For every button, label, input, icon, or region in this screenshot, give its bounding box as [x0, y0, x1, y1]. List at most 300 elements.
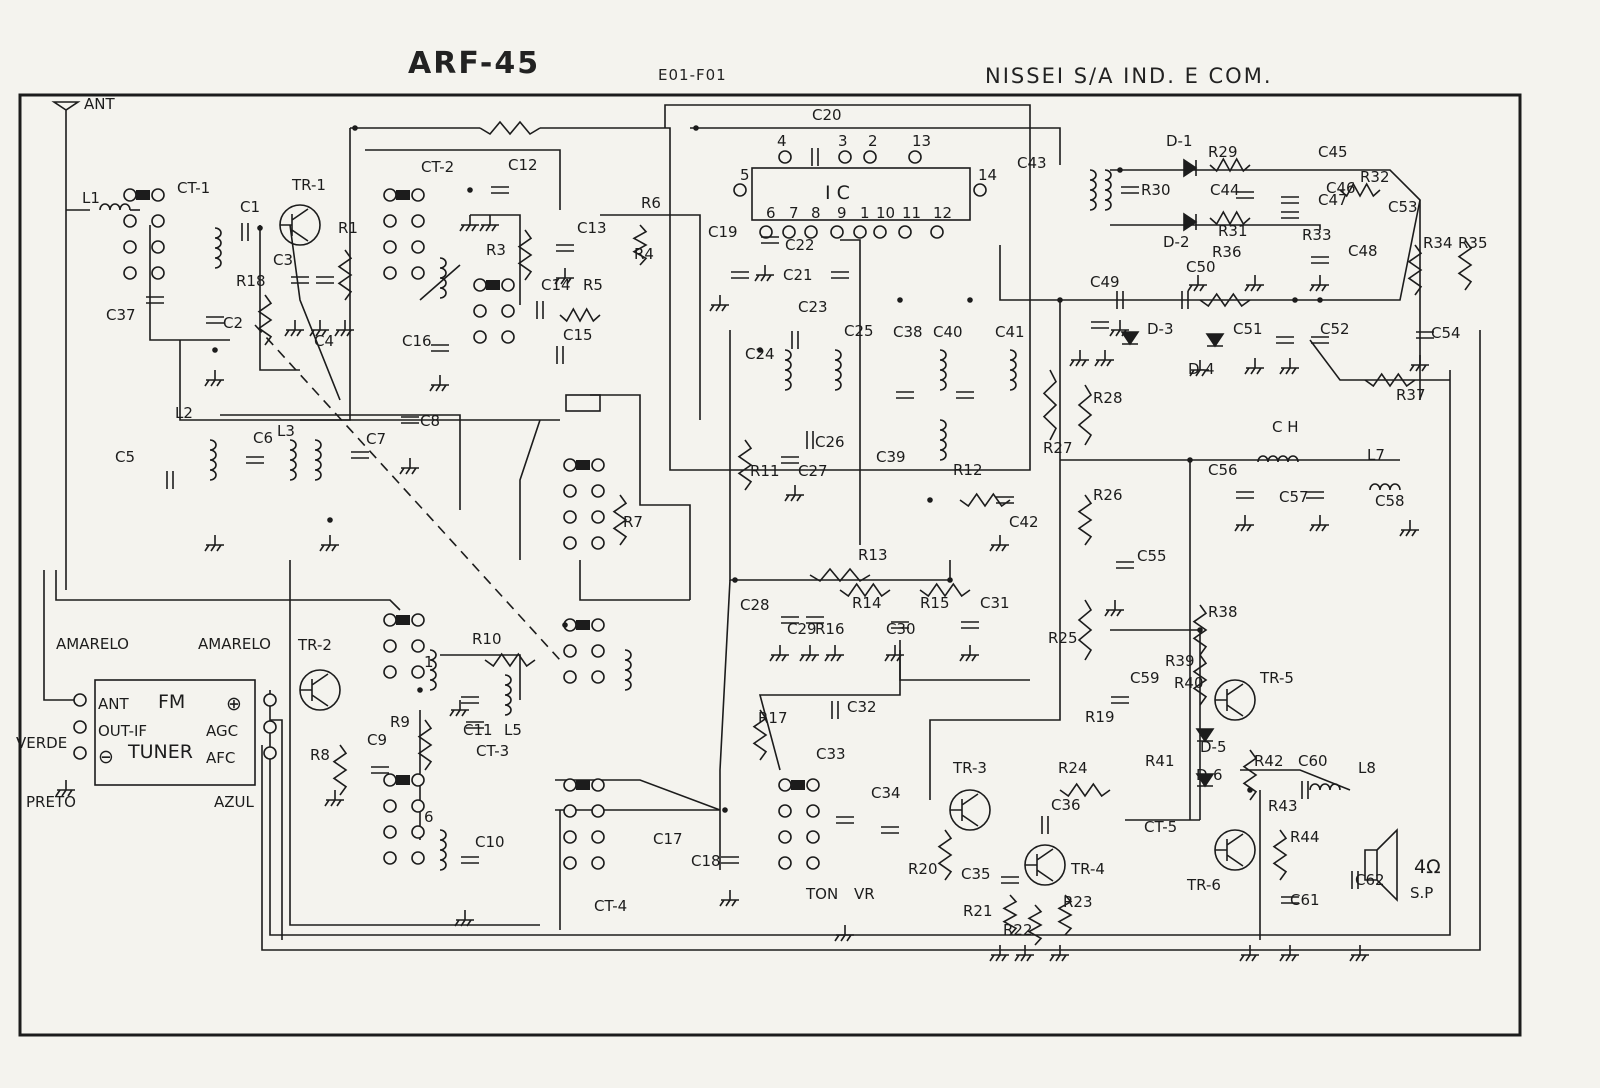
label-c23: C23 — [798, 298, 828, 316]
capacitor — [1091, 322, 1109, 328]
capacitor — [1306, 492, 1324, 498]
label-r36: R36 — [1212, 243, 1242, 261]
label-c10: C10 — [475, 833, 505, 851]
switch-contact — [412, 189, 424, 201]
switch-contact — [564, 671, 576, 683]
switch-contact — [564, 459, 576, 471]
label-r29: R29 — [1208, 143, 1238, 161]
label-r11: R11 — [750, 462, 780, 480]
ground-symbol — [1095, 350, 1114, 366]
label-c56: C56 — [1208, 461, 1238, 479]
label-r8: R8 — [310, 746, 330, 764]
switch-contact — [564, 779, 576, 791]
label-c45: C45 — [1318, 143, 1348, 161]
label-d-4: D-4 — [1188, 360, 1215, 378]
switch-contact — [124, 215, 136, 227]
ground-symbol — [885, 645, 904, 661]
ic-pin-bottom-7: 7 — [789, 204, 799, 222]
junction-dot — [257, 225, 263, 231]
label-c4: C4 — [314, 332, 335, 350]
ic-pin-bottom-12: 12 — [933, 204, 953, 222]
coil — [1105, 170, 1111, 210]
wire — [590, 395, 690, 600]
label-r6: R6 — [641, 194, 661, 212]
ic-pin — [899, 226, 911, 238]
label-c58: C58 — [1375, 492, 1405, 510]
choke-label: C H — [1272, 418, 1299, 436]
capacitor-C20 — [812, 148, 818, 166]
capacitor — [371, 767, 389, 773]
tuner-pin-out-if-terminal — [74, 721, 86, 733]
switch-contact — [384, 800, 396, 812]
switch-contact — [502, 305, 514, 317]
label-d-5: D-5 — [1200, 738, 1227, 756]
switch-contact — [779, 831, 791, 843]
label-tr-2: TR-2 — [298, 636, 332, 654]
switch-contact — [779, 779, 791, 791]
switch-contact — [592, 619, 604, 631]
label-tr-6: TR-6 — [1187, 876, 1221, 894]
coil — [940, 350, 946, 390]
label-d-3: D-3 — [1147, 320, 1174, 338]
tuner-pin-afc: AFC — [206, 749, 236, 767]
resistor — [1274, 830, 1286, 880]
label-c2: C2 — [223, 314, 244, 332]
junction-dot — [897, 297, 903, 303]
ic-pin-bottom-1: 1 — [860, 204, 870, 222]
ic-pin — [864, 151, 876, 163]
ground-symbol — [1235, 515, 1254, 531]
label-r35: R35 — [1458, 234, 1488, 252]
label-c42: C42 — [1009, 513, 1039, 531]
label-c20: C20 — [812, 106, 842, 124]
label-c11: C11 — [463, 721, 493, 739]
wire — [520, 420, 540, 560]
switch-contact — [807, 805, 819, 817]
label-r12: R12 — [953, 461, 983, 479]
label-r34: R34 — [1423, 234, 1453, 252]
label-r5: R5 — [583, 276, 603, 294]
ground-symbol — [990, 535, 1009, 551]
junction-dot — [732, 577, 738, 583]
ground-symbol — [1240, 945, 1259, 961]
coil — [215, 228, 221, 268]
speaker-impedance: 4Ω — [1414, 856, 1441, 878]
label-c19: C19 — [708, 223, 738, 241]
label-ton: TON — [806, 885, 839, 903]
capacitor — [881, 827, 899, 833]
label-r15: R15 — [920, 594, 950, 612]
label-r41: R41 — [1145, 752, 1175, 770]
label-c13: C13 — [577, 219, 607, 237]
switch-contact — [412, 800, 424, 812]
label-c7: C7 — [366, 430, 387, 448]
switch-contact — [592, 459, 604, 471]
speaker-symbol — [1365, 830, 1397, 900]
ic-pin-bottom-10: 10 — [876, 204, 896, 222]
label-c18: C18 — [691, 852, 721, 870]
wire — [720, 580, 730, 870]
junction-dot — [417, 687, 423, 693]
resistor — [960, 494, 1010, 506]
ground-symbol — [1188, 275, 1207, 291]
switch-contact — [592, 511, 604, 523]
capacitor — [291, 277, 309, 283]
ground-symbol — [1310, 275, 1329, 291]
ground-symbol — [205, 535, 224, 551]
label-c41: C41 — [995, 323, 1025, 341]
resistor — [560, 309, 600, 321]
label-l7: L7 — [1367, 446, 1385, 464]
ground-symbol — [770, 645, 789, 661]
label-r27: R27 — [1043, 439, 1073, 457]
junction-dot — [722, 807, 728, 813]
label-tr-5: TR-5 — [1260, 669, 1294, 687]
switch-contact — [384, 215, 396, 227]
resistor-R2 — [480, 122, 540, 134]
label-c14: C14 — [541, 276, 571, 294]
label-c9: C9 — [367, 731, 388, 749]
capacitor — [556, 245, 574, 251]
label-c61: C61 — [1290, 891, 1320, 909]
label-c29: C29 — [787, 620, 817, 638]
junction-dot — [1317, 297, 1323, 303]
switch-contact — [592, 537, 604, 549]
resistor — [334, 745, 346, 795]
label-c62: C62 — [1355, 871, 1385, 889]
capacitor — [1116, 562, 1134, 568]
junction-dot — [1292, 297, 1298, 303]
switch-contact — [152, 189, 164, 201]
label-ct-1: CT-1 — [177, 179, 211, 197]
switch-bank-R7 — [576, 460, 590, 470]
junction-dot — [1117, 167, 1123, 173]
ic-pin — [931, 226, 943, 238]
label-r32: R32 — [1360, 168, 1390, 186]
ic-pin-top-4: 4 — [777, 132, 787, 150]
label-r1: R1 — [338, 219, 358, 237]
ground-symbol — [1245, 275, 1264, 291]
label-c47: C47 — [1318, 191, 1348, 209]
label-tr-4: TR-4 — [1071, 860, 1105, 878]
ground-symbol — [835, 925, 854, 941]
tuner-pin-agc-terminal — [264, 721, 276, 733]
label-c21: C21 — [783, 266, 813, 284]
ic-pin — [839, 151, 851, 163]
label-c57: C57 — [1279, 488, 1309, 506]
switch-contact — [152, 215, 164, 227]
tuner-pin-minus-terminal — [74, 747, 86, 759]
capacitor — [1281, 212, 1299, 218]
capacitor — [1111, 697, 1129, 703]
ic-pin — [854, 226, 866, 238]
switch-contact — [592, 779, 604, 791]
switch-contact — [412, 640, 424, 652]
junction-dot — [927, 497, 933, 503]
switch-contact — [564, 511, 576, 523]
ground-symbol — [1070, 350, 1089, 366]
label-c60: C60 — [1298, 752, 1328, 770]
ground-symbol — [1015, 945, 1034, 961]
wire-color-azul: AZUL — [214, 793, 254, 811]
label-r42: R42 — [1254, 752, 1284, 770]
ground-symbol — [720, 890, 739, 906]
capacitor — [1276, 337, 1294, 343]
switch-contact — [384, 640, 396, 652]
ground-symbol — [480, 215, 499, 231]
label-r10: R10 — [472, 630, 502, 648]
capacitor — [836, 817, 854, 823]
label-l5: L5 — [504, 721, 522, 739]
tuner-minus-symbol: ⊖ — [98, 746, 114, 768]
tuner-pin-afc-terminal — [264, 747, 276, 759]
switch-contact — [592, 831, 604, 843]
ground-symbol — [1245, 358, 1264, 374]
ic-pin-bottom-8: 8 — [811, 204, 821, 222]
label-c5: C5 — [115, 448, 136, 466]
junction-dot — [1187, 457, 1193, 463]
resistor — [1079, 385, 1091, 445]
switch-contact — [412, 666, 424, 678]
coil-pin-6: 6 — [424, 808, 434, 826]
label-c16: C16 — [402, 332, 432, 350]
label-l8: L8 — [1358, 759, 1376, 777]
label-c54: C54 — [1431, 324, 1461, 342]
capacitor — [731, 272, 749, 278]
capacitor — [781, 457, 799, 463]
ic-pin-top-3: 3 — [838, 132, 848, 150]
capacitor — [956, 392, 974, 398]
switch-contact — [807, 857, 819, 869]
ic-pin-bottom-9: 9 — [837, 204, 847, 222]
label-c6: C6 — [253, 429, 274, 447]
ground-symbol — [710, 295, 729, 311]
ground-symbol — [1310, 515, 1329, 531]
coil — [1090, 170, 1096, 210]
switch-contact — [564, 805, 576, 817]
ic-pin-right-14: 14 — [978, 166, 998, 184]
tuner-pin-out-if: OUT-IF — [98, 722, 148, 740]
wire — [180, 340, 560, 420]
capacitor — [461, 697, 479, 703]
switch-contact — [807, 831, 819, 843]
ground-symbol — [400, 458, 419, 474]
coil — [290, 440, 296, 480]
wire — [840, 240, 860, 545]
label-ct-5: CT-5 — [1144, 818, 1178, 836]
label-c53: C53 — [1388, 198, 1418, 216]
label-tr-1: TR-1 — [292, 176, 326, 194]
components — [54, 102, 1471, 961]
switch-contact — [384, 666, 396, 678]
resistor — [1044, 370, 1056, 440]
ground-symbol — [1400, 520, 1419, 536]
capacitor — [831, 272, 849, 278]
switch-bank-C33 — [791, 780, 805, 790]
wire — [1110, 225, 1320, 230]
switch-bank-R3 — [486, 280, 500, 290]
label-c3: C3 — [273, 251, 294, 269]
switch-contact — [779, 805, 791, 817]
junction-dot — [327, 517, 333, 523]
model-code: E01-F01 — [658, 66, 727, 84]
label-c31: C31 — [980, 594, 1010, 612]
switch-contact — [124, 267, 136, 279]
label-r14: R14 — [852, 594, 882, 612]
label-c12: C12 — [508, 156, 538, 174]
label-r7: R7 — [623, 513, 643, 531]
ground-symbol — [335, 320, 354, 336]
wire — [1310, 340, 1450, 380]
ground-symbol — [960, 645, 979, 661]
switch-contact — [592, 671, 604, 683]
ic-pin — [734, 184, 746, 196]
junction-dot — [1057, 297, 1063, 303]
label-c49: C49 — [1090, 273, 1120, 291]
ground-symbol — [755, 265, 774, 281]
label-c33: C33 — [816, 745, 846, 763]
wire — [1110, 170, 1420, 400]
label-c27: C27 — [798, 462, 828, 480]
ground-symbol — [825, 645, 844, 661]
label-c55: C55 — [1137, 547, 1167, 565]
switch-contact — [412, 826, 424, 838]
fixed-labels — [16, 95, 1441, 902]
switch-bank-L5 — [576, 620, 590, 630]
label-c1: C1 — [240, 198, 261, 216]
label-r33: R33 — [1302, 226, 1332, 244]
switch-contact — [412, 241, 424, 253]
label-c26: C26 — [815, 433, 845, 451]
wire — [290, 225, 340, 400]
wire-color-amarelo-left: AMARELO — [56, 635, 129, 653]
capacitor — [896, 392, 914, 398]
label-r3: R3 — [486, 241, 506, 259]
coil — [785, 350, 791, 390]
coil — [505, 675, 511, 715]
label-c46: C46 — [1326, 179, 1356, 197]
label-r28: R28 — [1093, 389, 1123, 407]
label-r44: R44 — [1290, 828, 1320, 846]
gang-tuning-link — [255, 325, 560, 660]
label-vr: VR — [854, 885, 875, 903]
ground-symbol — [285, 320, 304, 336]
coil-L7 — [1370, 484, 1400, 490]
label-r37: R37 — [1396, 386, 1426, 404]
switch-contact — [592, 857, 604, 869]
switch-contact — [564, 831, 576, 843]
resistor — [1079, 600, 1091, 660]
ground-symbol — [320, 535, 339, 551]
capacitor — [146, 297, 164, 303]
label-r17: R17 — [758, 709, 788, 727]
wire — [470, 215, 520, 305]
label-r16: R16 — [815, 620, 845, 638]
ic-pin-top-2: 2 — [868, 132, 878, 150]
switch-contact — [412, 774, 424, 786]
switch-contact — [384, 241, 396, 253]
capacitor — [1281, 197, 1299, 203]
capacitor — [557, 346, 563, 364]
label-c28: C28 — [740, 596, 770, 614]
ic-pin-bottom-6: 6 — [766, 204, 776, 222]
label-r30: R30 — [1141, 181, 1171, 199]
label-r13: R13 — [858, 546, 888, 564]
resistor — [1060, 784, 1110, 796]
switch-bank-C17 — [576, 780, 590, 790]
label-r43: R43 — [1268, 797, 1298, 815]
label-c48: C48 — [1348, 242, 1378, 260]
label-c51: C51 — [1233, 320, 1263, 338]
switch-contact — [564, 537, 576, 549]
capacitor — [351, 452, 369, 458]
label-ct-2: CT-2 — [421, 158, 455, 176]
junction-dot — [352, 125, 358, 131]
label-ct-4: CT-4 — [594, 897, 628, 915]
switch-contact — [384, 852, 396, 864]
coil-L1 — [100, 204, 130, 210]
ic-pin-bottom-11: 11 — [902, 204, 922, 222]
label-r38: R38 — [1208, 603, 1238, 621]
switch-contact — [384, 267, 396, 279]
ground-symbol — [1050, 945, 1069, 961]
label-c50: C50 — [1186, 258, 1216, 276]
label-c34: C34 — [871, 784, 901, 802]
ground-symbol — [1350, 945, 1369, 961]
label-r19: R19 — [1085, 708, 1115, 726]
coil — [210, 440, 216, 480]
label-l1: L1 — [82, 189, 100, 207]
switch-contact — [474, 331, 486, 343]
label-c8: C8 — [420, 412, 441, 430]
switch-contact — [124, 189, 136, 201]
ground-symbol — [800, 645, 819, 661]
label-c22: C22 — [785, 236, 815, 254]
switch-contact — [564, 857, 576, 869]
wire-color-verde: VERDE — [16, 734, 68, 752]
ground-symbol — [455, 910, 474, 926]
label-ct-3: CT-3 — [476, 742, 510, 760]
resistor — [939, 830, 951, 880]
switch-contact — [564, 645, 576, 657]
coil — [940, 420, 946, 460]
switch-contact — [779, 857, 791, 869]
switch-contact — [152, 241, 164, 253]
capacitor — [431, 345, 449, 351]
ground-symbol — [1105, 600, 1124, 616]
switch-contact — [564, 485, 576, 497]
label-c44: C44 — [1210, 181, 1240, 199]
junction-dot — [1247, 787, 1253, 793]
label-r24: R24 — [1058, 759, 1088, 777]
tuner-plus-symbol: ⊕ — [226, 693, 242, 715]
label-l3: L3 — [277, 422, 295, 440]
switch-contact — [807, 779, 819, 791]
label-r22: R22 — [1003, 921, 1033, 939]
ic-label: I C — [825, 182, 850, 204]
capacitor — [961, 622, 979, 628]
label-c37: C37 — [106, 306, 136, 324]
label-r31: R31 — [1218, 222, 1248, 240]
ground-symbol — [460, 215, 479, 231]
label-c52: C52 — [1320, 320, 1350, 338]
tuner-pin-plus-terminal — [264, 694, 276, 706]
label-c35: C35 — [961, 865, 991, 883]
switch-bank-C10 — [396, 775, 410, 785]
label-c43: C43 — [1017, 154, 1047, 172]
ground-symbol — [205, 370, 224, 386]
junction-dot — [467, 187, 473, 193]
